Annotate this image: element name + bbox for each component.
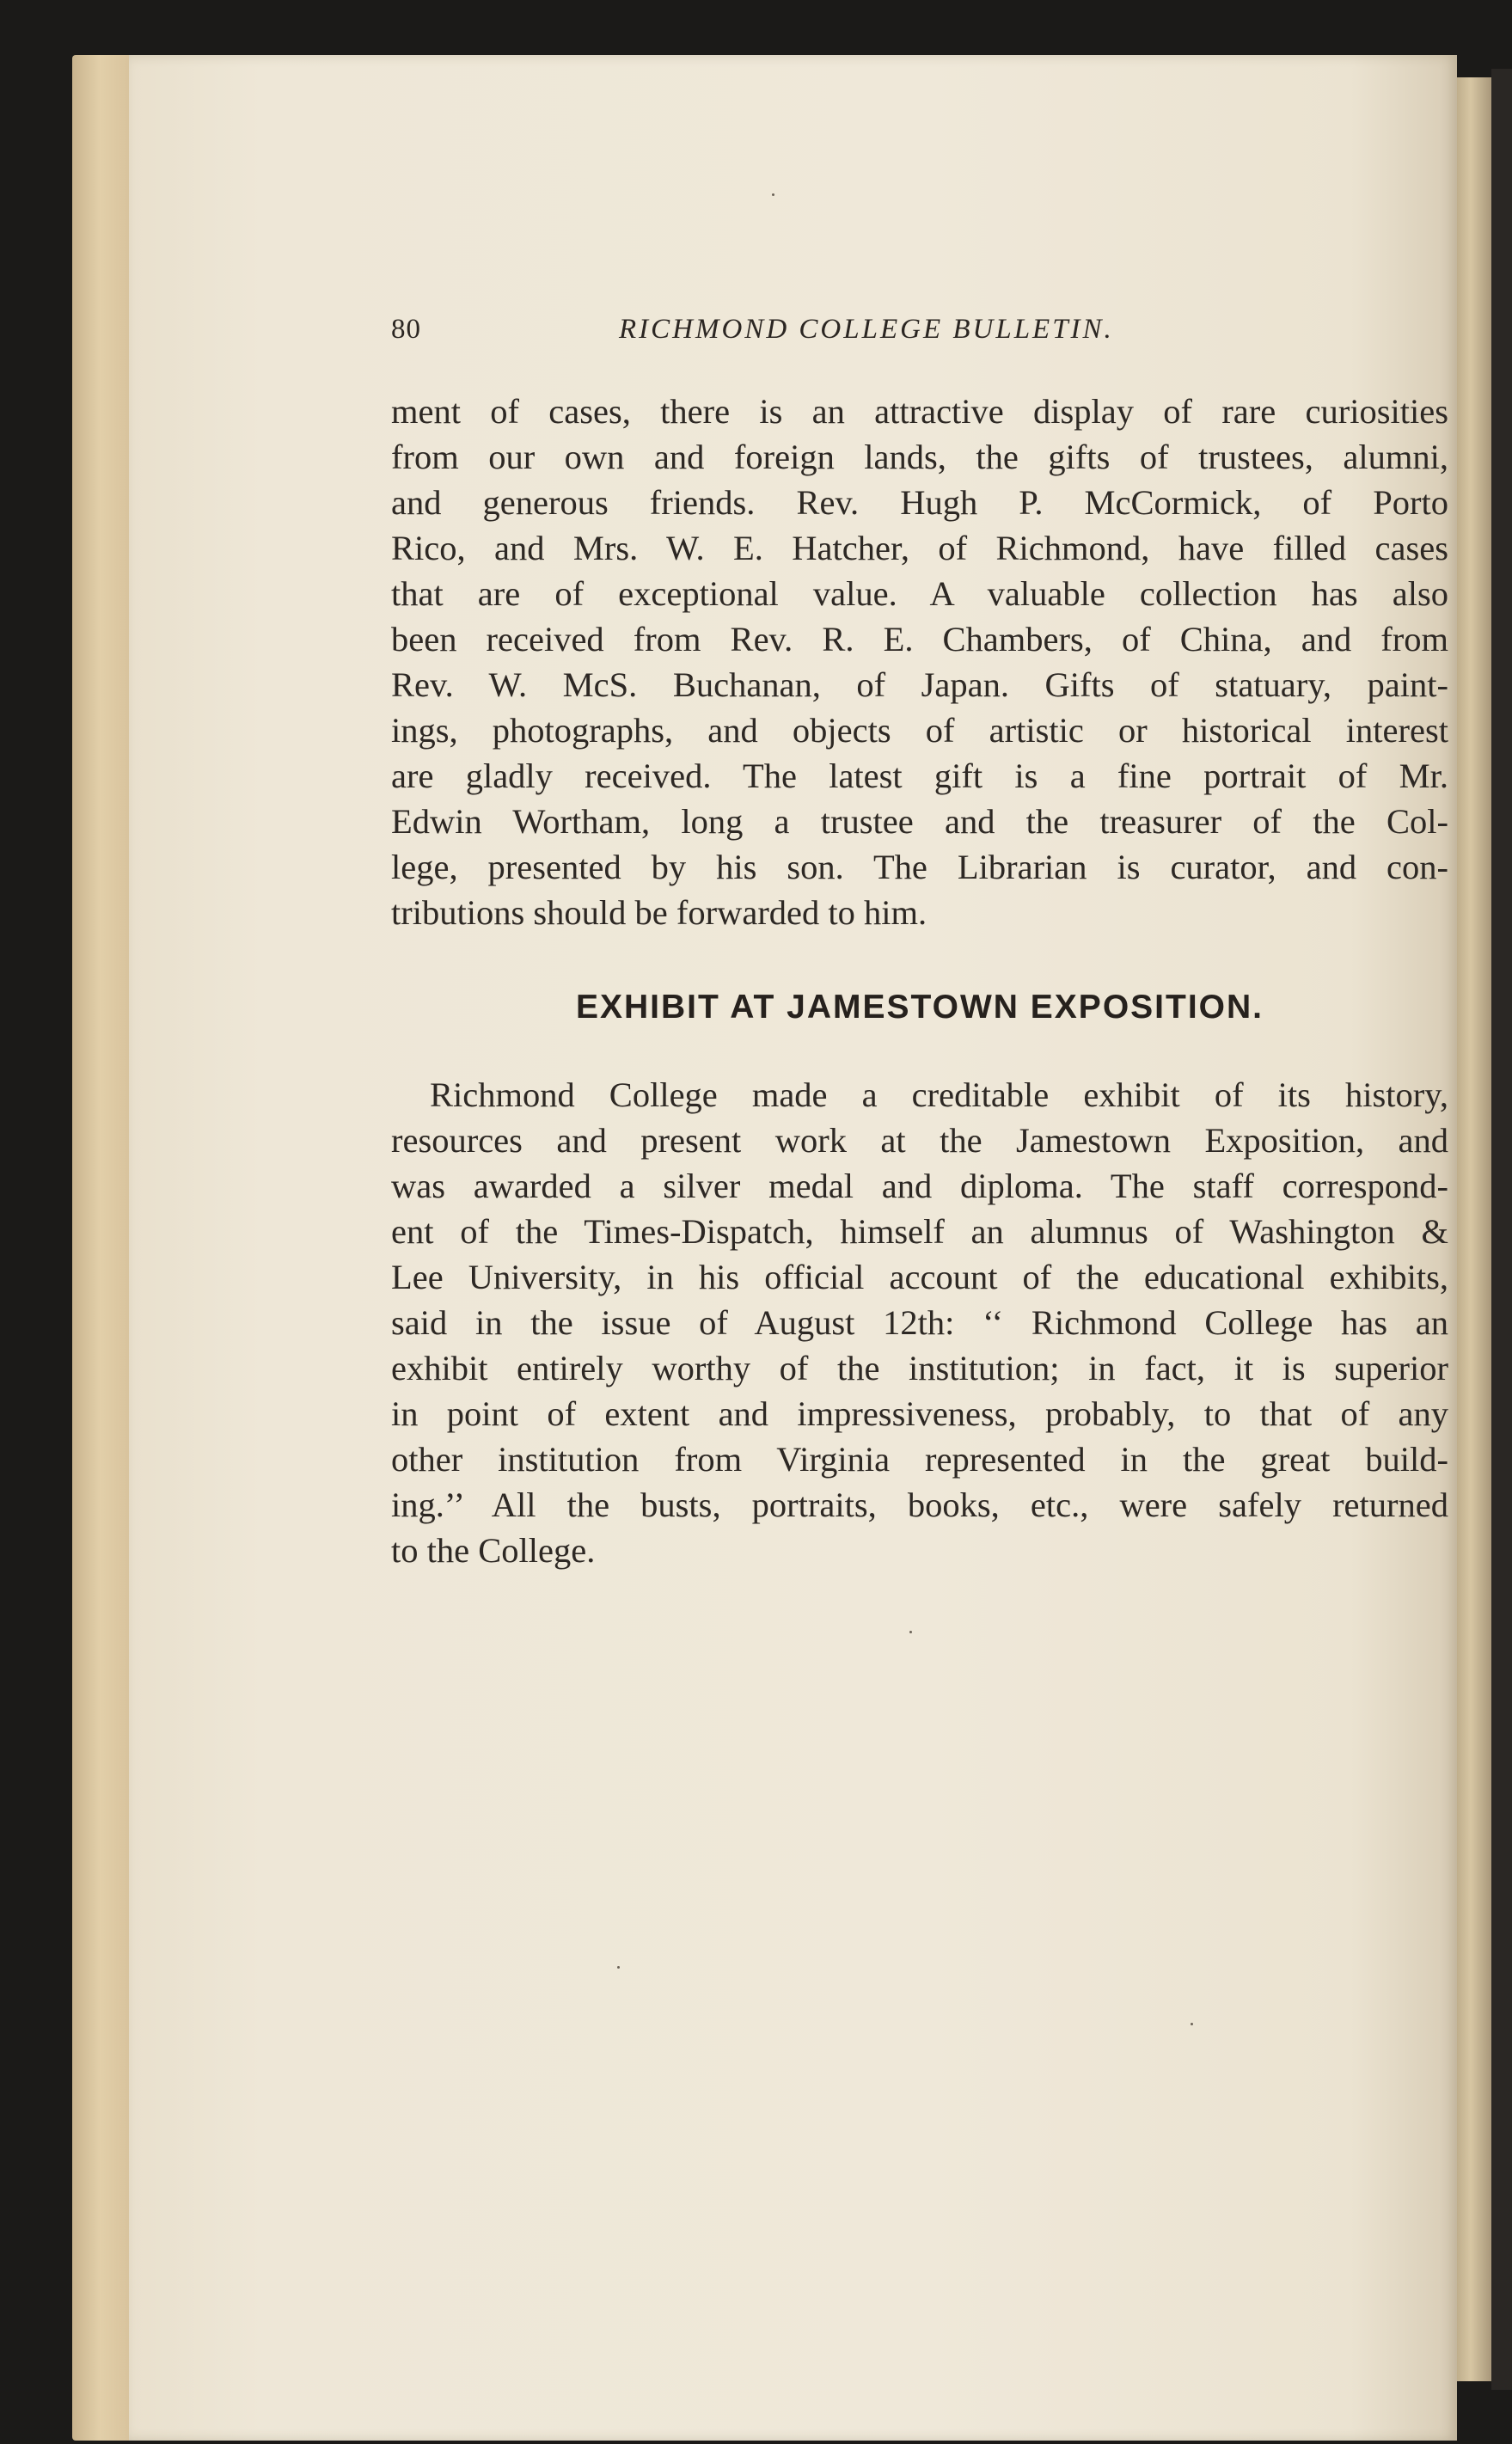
paper-speck <box>772 193 774 196</box>
text-line: Rico, and Mrs. W. E. Hatcher, of Richmond, have filled cases <box>391 529 1448 567</box>
text-line: was awarded a silver medal and diploma. The staff correspond- <box>391 1167 1448 1205</box>
text-line: Richmond College made a creditable exhibit of its history, <box>430 1075 1448 1114</box>
running-title: RICHMOND COLLEGE BULLETIN. <box>619 314 1114 345</box>
text-line: other institution from Virginia represented in the great build- <box>391 1440 1448 1479</box>
section-heading: EXHIBIT AT JAMESTOWN EXPOSITION. <box>575 989 1264 1026</box>
page-number: 80 <box>391 314 421 345</box>
facing-page-edge <box>1457 77 1491 2381</box>
text-line: ment of cases, there is an attractive display of rare curiosities <box>391 392 1448 431</box>
text-line: Lee University, in his official account of the educational exhibits, <box>391 1258 1448 1296</box>
page-header <box>391 314 1448 365</box>
paper-speck <box>1191 2023 1193 2025</box>
text-line: said in the issue of August 12th: ‘‘ Richmond College has an <box>391 1303 1448 1342</box>
paper-speck <box>909 1631 912 1633</box>
text-line: ings, photographs, and objects of artistic or historical interest <box>391 711 1448 750</box>
text-line: Rev. W. McS. Buchanan, of Japan. Gifts of statuary, paint- <box>391 665 1448 704</box>
text-line: exhibit entirely worthy of the institution; in fact, it is superior <box>391 1349 1448 1387</box>
text-line: resources and present work at the Jamestown Exposition, and <box>391 1121 1448 1160</box>
text-line: are gladly received. The latest gift is a fine portrait of Mr. <box>391 756 1448 795</box>
text-line: and generous friends. Rev. Hugh P. McCormick, of Porto <box>391 483 1448 522</box>
text-line: in point of extent and impressiveness, probably, to that of any <box>391 1394 1448 1433</box>
text-line: ent of the Times-Dispatch, himself an alumnus of Washington & <box>391 1212 1448 1251</box>
paragraph-museum <box>391 389 1448 935</box>
scan-background-edge <box>1491 69 1512 2390</box>
text-line: Edwin Wortham, long a trustee and the treasurer of the Col- <box>391 802 1448 841</box>
text-line: that are of exceptional value. A valuable collection has also <box>391 574 1448 613</box>
paragraph-exhibit <box>391 1072 1448 1573</box>
text-line: ing.’’ All the busts, portraits, books, etc., were safely returned <box>391 1485 1448 1524</box>
text-line: been received from Rev. R. E. Chambers, of China, and from <box>391 620 1448 658</box>
text-line: tributions should be forwarded to him. <box>391 893 927 932</box>
text-line: from our own and foreign lands, the gifts of trustees, alumni, <box>391 438 1448 476</box>
paper-speck <box>617 1966 620 1969</box>
text-line: lege, presented by his son. The Librarian is curator, and con- <box>391 848 1448 886</box>
text-line: to the College. <box>391 1531 596 1570</box>
